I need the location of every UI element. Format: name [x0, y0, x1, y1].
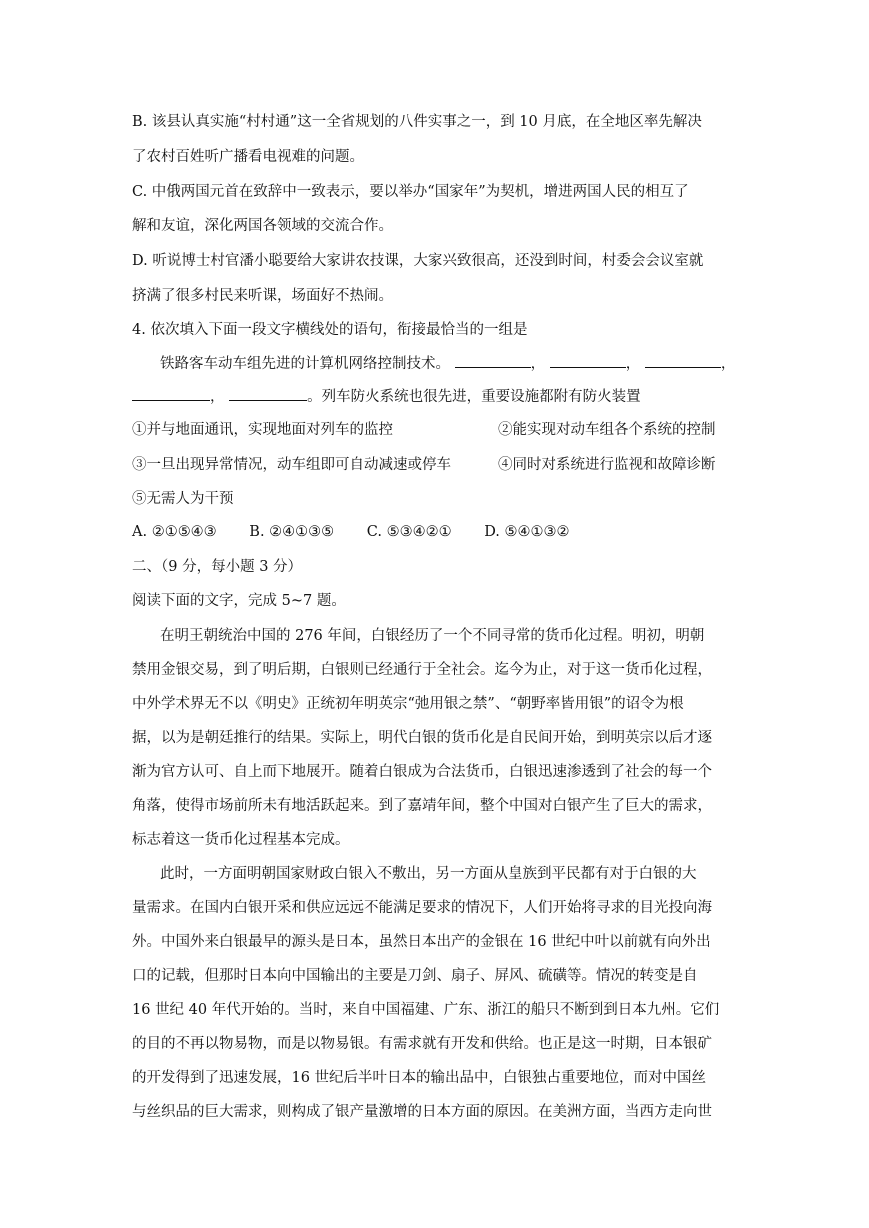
section-2-heading: 二、（9 分，每小题 3 分）: [132, 559, 303, 575]
answer-a: A. ②①⑤④③: [132, 524, 217, 540]
question-4: 4. 依次填入下面一段文字横线处的语句，衔接最恰当的一组是: [132, 322, 528, 338]
sentence-3: ③一旦出现异常情况，动车组即可自动减速或停车: [132, 457, 451, 473]
question-4-passage-line2: ， 。列车防火系统也很先进，重要设施都附有防火装置: [132, 386, 742, 407]
paragraph-1-line: 标志着这一货币化过程基本完成。: [132, 832, 350, 848]
paragraph-1-line: 渐为官方认可、自上而下地展开。随着白银成为合法货币，白银迅速渗透到了社会的每一个: [132, 764, 712, 780]
answer-c: C. ⑤③④②①: [366, 524, 452, 540]
sentence-2: ②能实现对动车组各个系统的控制: [498, 422, 716, 438]
paragraph-2-line: 此时，一方面明朝国家财政白银入不敷出，另一方面从皇族到平民都有对于白银的大: [160, 866, 697, 882]
option-b-line1: B. 该县认真实施“村村通”这一全省规划的八件实事之一，到 10 月底，在全地区率先解决: [132, 114, 702, 130]
option-c-line1: C. 中俄两国元首在致辞中一致表示，要以举办“国家年”为契机，增进两国人民的相互了: [132, 184, 689, 200]
option-d-line2: 挤满了很多村民来听课，场面好不热闹。: [132, 288, 393, 304]
answer-b: B. ②④①③⑤: [249, 524, 335, 540]
paragraph-1-line: 禁用金银交易，到了明后期，白银则已经通行于全社会。迄今为止，对于这一货币化过程，: [132, 662, 712, 678]
sentence-4: ④同时对系统进行监视和故障诊断: [498, 457, 716, 473]
paragraph-1-line: 中外学术界无不以《明史》正统初年明英宗“弛用银之禁”、“朝野率皆用银”的诏令为根: [132, 696, 684, 712]
reading-instruction: 阅读下面的文字，完成 5~7 题。: [132, 593, 346, 609]
paragraph-1-line: 据，以为是朝廷推行的结果。实际上，明代白银的货币化是自民间开始，到明英宗以后才逐: [132, 730, 712, 746]
fill-blank-4: [132, 386, 210, 401]
fill-blank-1: [455, 353, 531, 368]
sentence-1: ①并与地面通讯，实现地面对列车的监控: [132, 422, 393, 438]
paragraph-1-line: 角落，使得市场前所未有地活跃起来。到了嘉靖年间，整个中国对白银产生了巨大的需求，: [132, 798, 712, 814]
fill-blank-2: [550, 353, 626, 368]
fill-blank-5: [229, 386, 307, 401]
option-c-line2: 解和友谊，深化两国各领域的交流合作。: [132, 218, 393, 234]
paragraph-2-line: 与丝织品的巨大需求，则构成了银产量激增的日本方面的原因。在美洲方面，当西方走向世: [132, 1104, 712, 1120]
option-d-line1: D. 听说博士村官潘小聪要给大家讲农技课，大家兴致很高，还没到时间，村委会会议室就: [132, 253, 704, 269]
answer-d: D. ⑤④①③②: [484, 524, 570, 540]
paragraph-2-line: 的目的不再以物易物，而是以物易银。有需求就有开发和供给。也正是这一时期，日本银矿: [132, 1036, 712, 1052]
fill-blank-3: [645, 353, 721, 368]
option-b-line2: 了农村百姓听广播看电视难的问题。: [132, 149, 364, 165]
question-4-passage-line1: 铁路客车动车组先进的计算机网络控制技术。 ， ， ，: [160, 353, 750, 374]
paragraph-2-line: 的开发得到了迅速发展，16 世纪后半叶日本的输出品中，白银独占重要地位，而对中国丝: [132, 1070, 707, 1086]
paragraph-2-line: 口的记载，但那时日本向中国输出的主要是刀剑、扇子、屏风、硫磺等。情况的转变是自: [132, 968, 698, 984]
sentence-row-1: [132, 420, 742, 440]
paragraph-1-line: 在明王朝统治中国的 276 年间，白银经历了一个不同寻常的货币化过程。明初，明朝: [160, 628, 705, 644]
passage-text: 铁路客车动车组先进的计算机网络控制技术。: [160, 356, 450, 372]
sentence-5: ⑤无需人为干预: [132, 491, 234, 507]
passage-text: 。列车防火系统也很先进，重要设施都附有防火装置: [307, 389, 641, 405]
paragraph-2-line: 外。中国外来白银最早的源头是日本，虽然日本出产的金银在 16 世纪中叶以前就有向外出: [132, 934, 711, 950]
answer-options: [132, 522, 742, 542]
paragraph-2-line: 16 世纪 40 年代开始的。当时，来自中国福建、广东、浙江的船只不断到到日本九州。它们: [132, 1002, 720, 1018]
paragraph-2-line: 量需求。在国内白银开采和供应远远不能满足要求的情况下，人们开始将寻求的目光投向海: [132, 900, 712, 916]
sentence-row-2: [132, 455, 742, 475]
